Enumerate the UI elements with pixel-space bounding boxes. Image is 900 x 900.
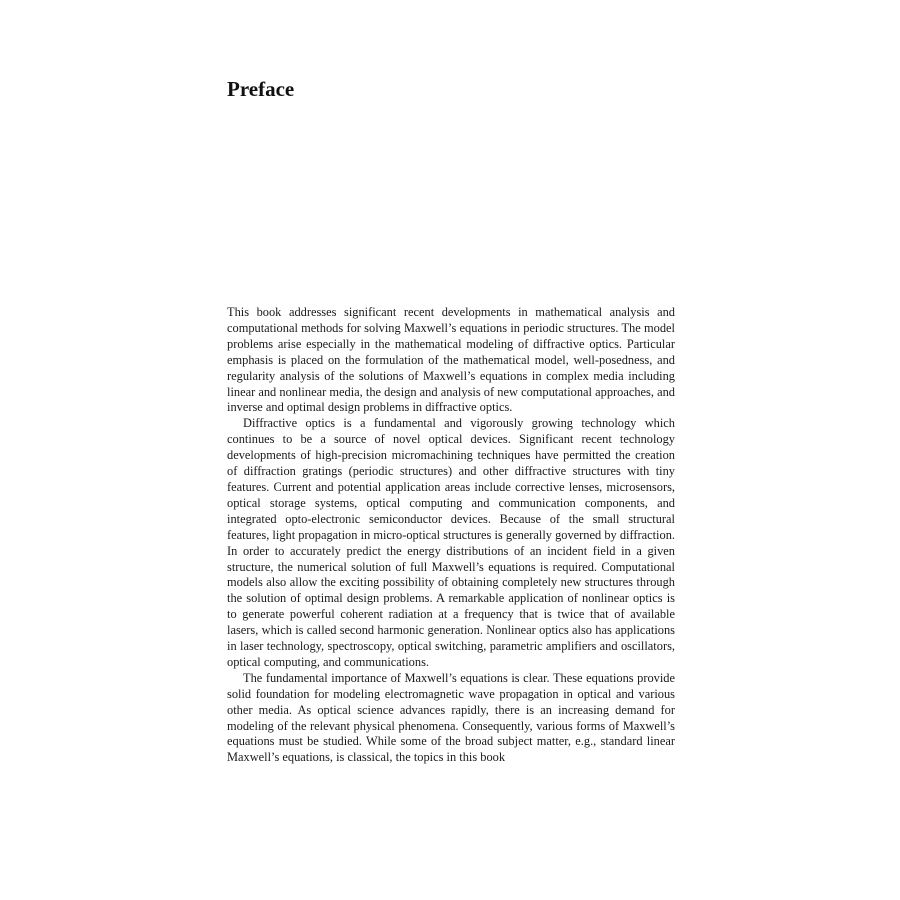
paragraph: Diffractive optics is a fundamental and vigorously growing technology which continues to be a source of novel optical devices. Significant recent technology developments of high-precision micromachining techniques have permitted the creation of diffraction gratings (periodic structures) and other diffractive structures with tiny features. Current and potential application areas include corrective lenses, microsensors, optical storage systems, optical computing and communication components, and integrated opto-electronic semiconductor devices. Because of the small structural features, light propagation in micro-optical structures is generally governed by diffraction. In order to accurately predict the energy distributions of an incident field in a given structure, the numerical solution of full Maxwell’s equations is required. Computational models also allow the exciting possibility of obtaining completely new structures through the solution of optimal design problems. A remarkable application of nonlinear optics is to generate powerful coherent radiation at a frequency that is twice that of available lasers, which is called second harmonic generation. Nonlinear optics also has applications in laser technology, spectroscopy, optical switching, parametric amplifiers and oscillators, optical computing, and communications.: [227, 416, 675, 669]
paragraph: This book addresses significant recent developments in mathematical analysis and computational methods for solving Maxwell’s equations in periodic structures. The model problems arise especially in the mathematical modeling of diffractive optics. Particular emphasis is placed on the formulation of the mathematical model, well-posedness, and regularity analysis of the solutions of Maxwell’s equations in complex media including linear and nonlinear media, the design and analysis of new computational approaches, and inverse and optimal design problems in diffractive optics.: [227, 305, 675, 415]
paragraph: The fundamental importance of Maxwell’s equations is clear. These equations provide solid foundation for modeling electromagnetic wave propagation in optical and various other media. As optical science advances rapidly, there is an increasing demand for modeling of the relevant physical phenomena. Consequently, various forms of Maxwell’s equations must be studied. While some of the broad subject matter, e.g., standard linear Maxwell’s equations, is classical, the topics in this book: [227, 670, 675, 765]
page-title: Preface: [227, 77, 295, 101]
preface-body: [227, 305, 675, 766]
